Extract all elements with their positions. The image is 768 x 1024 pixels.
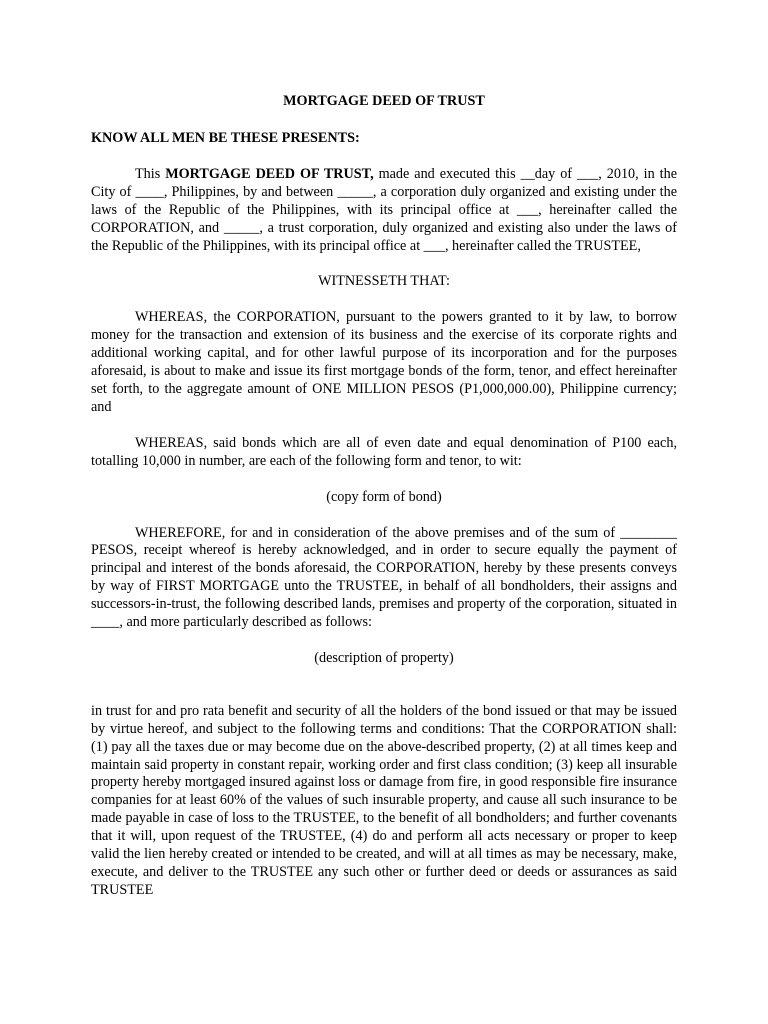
intro-bold-title: MORTGAGE DEED OF TRUST, [165,165,374,182]
witnesseth-heading: WITNESSETH THAT: [318,273,450,290]
copy-form-note: (copy form of bond) [326,488,442,505]
whereas-paragraph-1: WHEREAS, the CORPORATION, pursuant to the powers granted to it by law, to borrow money for the transaction and extension of its business and the exercise of its corporate rights and additional working capital, and for other lawful purpose of its incorporation and for the purposes aforesaid, is about to make and issue its first mortgage bonds of the form, tenor, and effect hereinafter set forth, to the aggregate amount of ONE MILLION PESOS (P1,000,000.00), Philippine currency; and [91,309,677,415]
whereas-paragraph-2: WHEREAS, said bonds which are all of even date and equal denomination of P100 each, totalling 10,000 in number, are each of the following form and tenor, to wit: [91,434,677,469]
intro-lead: This [135,165,166,182]
document-page [91,93,677,900]
intro-rest: made and executed this __day of ___, 2010, in the City of ____, Philippines, by and between _____, a corporation duly organized and existing under the laws of the Republic of the Philippines, with its principal office at ___, hereinafter called the CORPORATION, and _____, a trust corporation, duly organized and existing also under the laws of the Republic of the Philippines, with its principal office at ___, hereinafter called the TRUSTEE, [91,165,677,254]
salutation: KNOW ALL MEN BE THESE PRESENTS: [91,130,360,146]
description-note: (description of property) [314,649,454,666]
document-title: MORTGAGE DEED OF TRUST [283,93,485,109]
intro-paragraph [91,166,677,256]
wherefore-paragraph: WHEREFORE, for and in consideration of the above premises and of the sum of ________ PESOS, receipt whereof is hereby acknowledged, and in order to secure equally the payment of principal and interest of the bonds aforesaid, the CORPORATION, hereby by these presents conveys by way of FIRST MORTGAGE unto the TRUSTEE, in behalf of all bondholders, their assigns and successors-in-trust, the following described lands, premises and property of the corporation, situated in ____, and more particularly described as follows: [91,524,677,631]
in-trust-paragraph: in trust for and pro rata benefit and security of all the holders of the bond issued or that may be issued by virtue hereof, and subject to the following terms and conditions: That the CORPORATION shall: (1) pay all the taxes due or may become due on the above-described property, (2) at all times keep and maintain said property in constant repair, working order and first class condition; (3) keep all insurable property hereby mortgaged insured against loss or damage from fire, in good responsible fire insurance companies for at least 60% of the values of such insurable property, and cause all such insurance to be made payable in case of loss to the TRUSTEE, to the benefit of all bondholders; and further covenants that it will, upon request of the TRUSTEE, (4) do and perform all acts necessary or proper to keep valid the lien hereby created or intended to be created, and will at all times as may be necessary, make, execute, and deliver to the TRUSTEE any such other or further deed or deeds or assurances as said TRUSTEE [91,702,677,898]
